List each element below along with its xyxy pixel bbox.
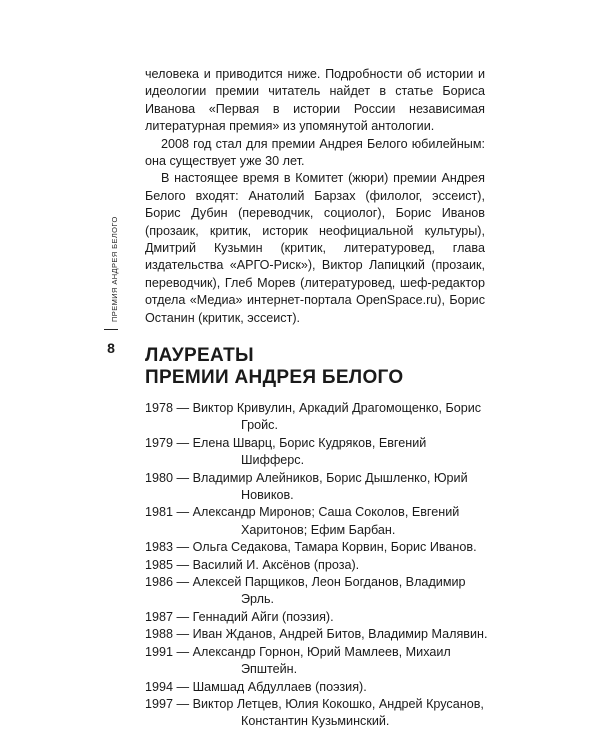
laureate-year: 1979	[145, 435, 174, 450]
laureate-year: 1978	[145, 401, 174, 415]
laureate-names: Иван Жданов, Андрей Битов, Владимир Малявин.	[192, 627, 488, 642]
laureate-year: 1986	[145, 575, 174, 590]
laureate-dash: —	[176, 470, 190, 485]
laureate-entry	[145, 539, 490, 556]
paragraph-committee: В настоящее время в Комитет (жюри) премии Андрея Белого входят: Анатолий Барзах (филолог, эссеист), Борис Дубин (переводчик, социолог), Борис Иванов (прозаик, критик, историк неофициальной культуры), Дмитрий Кузьмин (критик, литературовед, глава издательства «АРГО-Риск»), Виктор Лапицкий (прозаик, переводчик), Глеб Морев (литературовед, шеф-редактор отдела «Медиа» интернет-портала OpenSpace.ru), Борис Останин (критик, эссеист).	[145, 171, 485, 325]
section-title	[145, 345, 403, 389]
laureate-entry	[145, 504, 490, 539]
laureate-entry	[145, 609, 490, 626]
laureate-names: Шамшад Абдуллаев (поэзия).	[192, 679, 367, 694]
page-number: 8	[107, 340, 115, 356]
laureate-entry	[145, 626, 490, 643]
laureate-entry	[145, 644, 490, 679]
body-text	[145, 66, 485, 327]
laureate-names: Ольга Седакова, Тамара Корвин, Борис Иванов.	[192, 540, 477, 555]
laureate-year: 1985	[145, 557, 174, 572]
laureate-dash: —	[176, 644, 190, 659]
section-title-line-2: ПРЕМИИ АНДРЕЯ БЕЛОГО	[145, 367, 404, 388]
laureate-entry	[145, 696, 490, 731]
laureate-names: Алексей Парщиков, Леон Богданов, Владимир Эрль.	[192, 575, 466, 607]
laureate-dash: —	[176, 609, 190, 624]
laureate-year: 1991	[145, 644, 174, 659]
laureate-year: 1994	[145, 679, 174, 694]
laureate-entry	[145, 470, 490, 505]
laureate-dash: —	[176, 505, 190, 520]
laureate-dash: —	[176, 627, 190, 642]
laureate-dash: —	[176, 557, 190, 572]
running-head: ПРЕМИЯ АНДРЕЯ БЕЛОГО	[110, 216, 119, 322]
laureate-dash: —	[176, 540, 190, 555]
laureate-entry	[145, 435, 490, 470]
section-title-line-1: ЛАУРЕАТЫ	[145, 345, 254, 366]
laureate-names: Виктор Летцев, Юлия Кокошко, Андрей Крусанов, Константин Кузьминский.	[192, 696, 484, 729]
laureate-entry	[145, 400, 490, 435]
laureate-year: 1980	[145, 470, 174, 485]
laureate-names: Василий И. Аксёнов (проза).	[192, 557, 360, 572]
laureate-dash: —	[176, 401, 190, 415]
laureate-dash: —	[176, 679, 190, 694]
laureate-entry	[145, 574, 490, 609]
laureate-year: 1983	[145, 540, 174, 555]
laureate-names: Елена Шварц, Борис Кудряков, Евгений Шифферс.	[192, 435, 427, 468]
paragraph-anniversary: 2008 год стал для премии Андрея Белого юбилейным: она существует уже 30 лет.	[145, 136, 485, 169]
paragraph-history: человека и приводится ниже. Подробности об истории и идеологии премии читатель найдет в статье Бориса Иванова «Первая в истории России независимая литературная премия» из упомянутой антологии.	[145, 67, 485, 134]
laureate-names: Александр Горнон, Юрий Мамлеев, Михаил Эпштейн.	[192, 644, 451, 677]
laureate-names: Владимир Алейников, Борис Дышленко, Юрий Новиков.	[192, 470, 468, 503]
laureate-dash: —	[176, 696, 190, 711]
laureate-entry	[145, 679, 490, 696]
laureate-dash: —	[176, 435, 190, 450]
laureate-names: Александр Миронов; Саша Соколов, Евгений Харитонов; Ефим Барбан.	[192, 505, 460, 537]
laureate-year: 1981	[145, 505, 174, 520]
laureate-entry	[145, 557, 490, 574]
laureate-year: 1987	[145, 609, 174, 624]
laureate-names: Виктор Кривулин, Аркадий Драгомощенко, Борис Гройс.	[192, 401, 482, 433]
laureate-names: Геннадий Айги (поэзия).	[192, 609, 334, 624]
laureate-dash: —	[176, 575, 190, 590]
laureate-year: 1997	[145, 696, 174, 711]
margin-divider	[104, 329, 118, 330]
laureates-list	[145, 400, 490, 731]
laureate-year: 1988	[145, 627, 174, 642]
